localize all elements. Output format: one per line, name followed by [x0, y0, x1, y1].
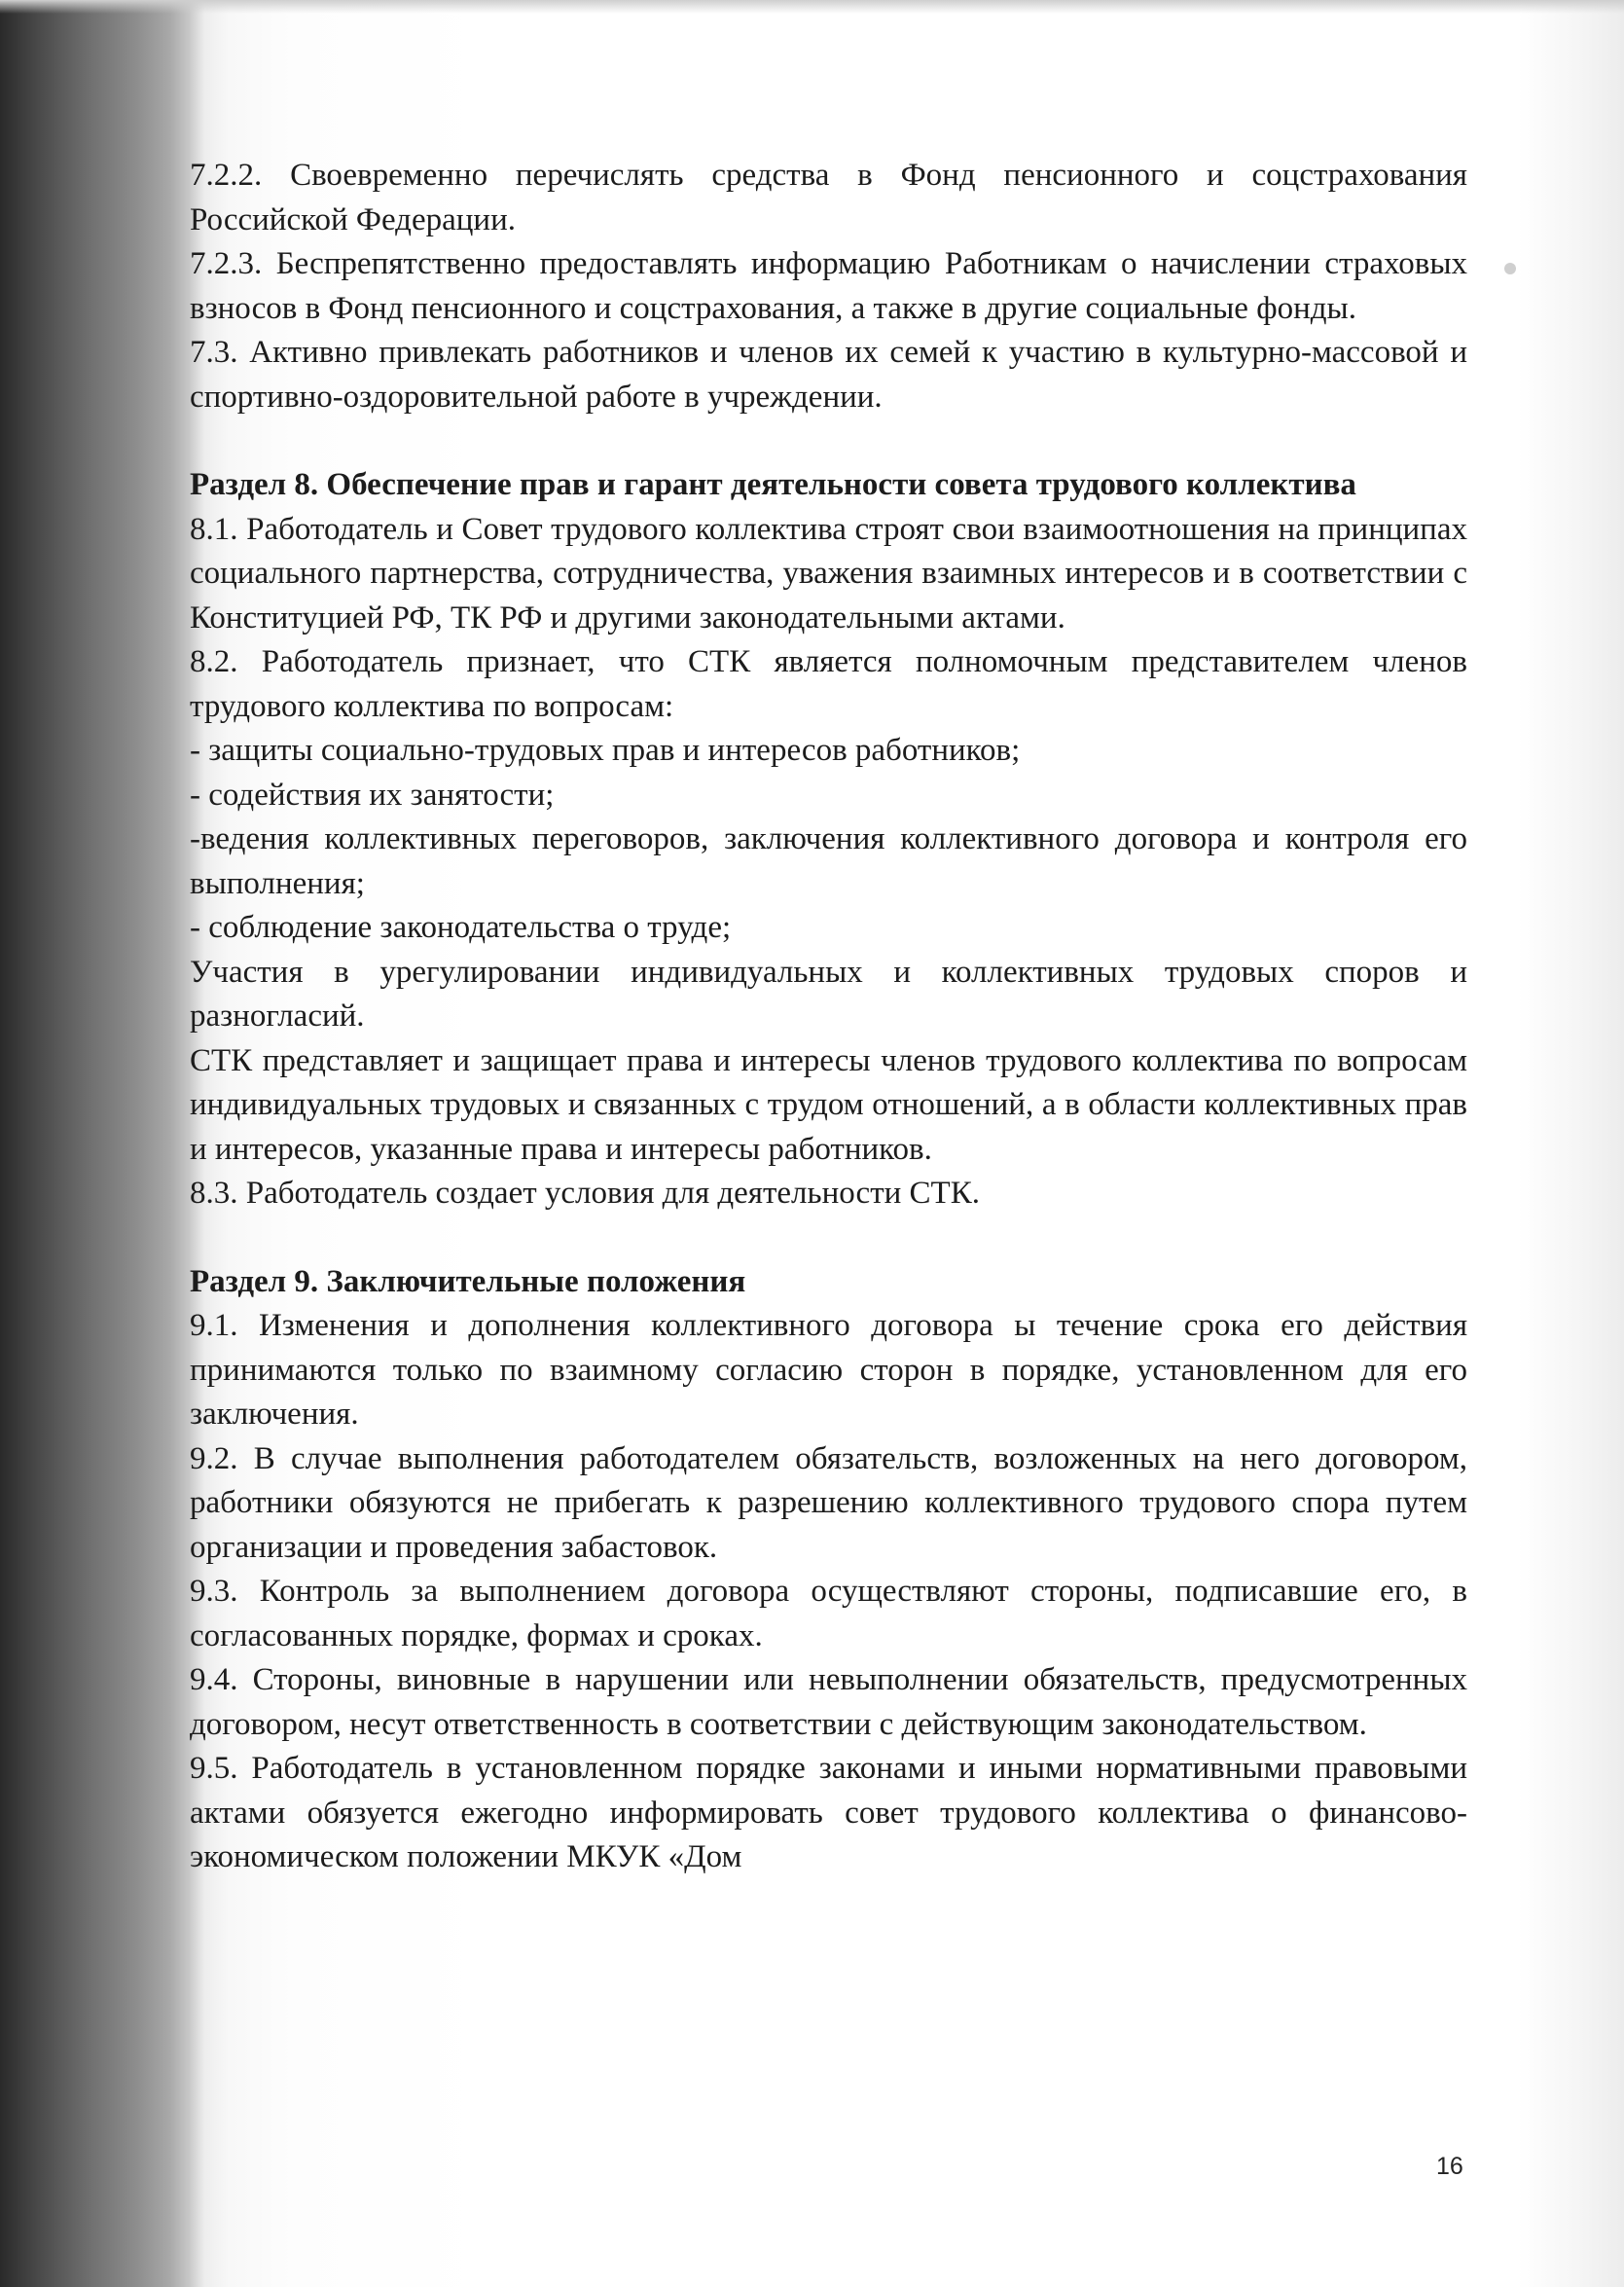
- paragraph-9-2: 9.2. В случае выполнения работодателем обязательств, возложенных на него договором, работники обязуются не прибегать к разрешению коллективного трудового спора путем организации и проведения забастовок.: [190, 1440, 1467, 1565]
- paragraph-8-3: 8.3. Работодатель создает условия для деятельности СТК.: [190, 1176, 980, 1211]
- scan-top-shadow: [0, 0, 1624, 14]
- section-9-heading: Раздел 9. Заключительные положения: [190, 1263, 746, 1299]
- section-8-heading: Раздел 8. Обеспечение прав и гарант деятельности совета трудового коллектива: [190, 467, 1356, 502]
- list-item-rights: - защиты социально-трудовых прав и интересов работников;: [190, 733, 1021, 768]
- paragraph-8-2: 8.2. Работодатель признает, что СТК является полномочным представителем членов трудового коллектива по вопросам:: [190, 644, 1467, 724]
- list-item-employment: - содействия их занятости;: [190, 777, 555, 813]
- paragraph-9-3: 9.3. Контроль за выполнением договора осуществляют стороны, подписавшие его, в согласованных порядке, формах и сроках.: [190, 1574, 1467, 1653]
- paragraph-stk-represents: СТК представляет и защищает права и интересы членов трудового коллектива по вопросам индивидуальных трудовых и связанных с трудом отношений, а в области коллективных прав и интересов, указанные права и интересы работников.: [190, 1042, 1467, 1167]
- paragraph-7-3: 7.3. Активно привлекать работников и членов их семей к участию в культурно-массовой и спортивно-оздоровительной работе в учреждении.: [190, 335, 1467, 415]
- paragraph-8-1: 8.1. Работодатель и Совет трудового коллектива строят свои взаимоотношения на принципах социального партнерства, сотрудничества, уважения взаимных интересов и в соответствии с Конституцией РФ, ТК РФ и другими законодательными актами.: [190, 511, 1467, 635]
- page-number: 16: [1436, 2153, 1463, 2180]
- paragraph-9-5: 9.5. Работодатель в установленном порядке законами и иными нормативными правовыми актами обязуется ежегодно информировать совет трудового коллектива о финансово-экономическом положении МКУК «Дом: [190, 1751, 1467, 1874]
- document-body: [190, 154, 1467, 1880]
- paragraph-9-1: 9.1. Изменения и дополнения коллективного договора ы течение срока его действия принимаются только по взаимному согласию сторон в порядке, установленном для его заключения.: [190, 1308, 1467, 1432]
- paragraph-7-2-3: 7.2.3. Беспрепятственно предоставлять информацию Работникам о начислении страховых взносов в Фонд пенсионного и соцстрахования, а также в другие социальные фонды.: [190, 246, 1467, 326]
- list-item-legislation: - соблюдение законодательства о труде;: [190, 910, 732, 945]
- spacer: [190, 419, 1467, 463]
- spacer: [190, 1216, 1467, 1260]
- paragraph-9-4: 9.4. Стороны, виновные в нарушении или невыполнении обязательств, предусмотренных договором, несут ответственность в соответствии с действующим законодательством.: [190, 1662, 1467, 1742]
- list-item-negotiations: -ведения коллективных переговоров, заключения коллективного договора и контроля его выполнения;: [190, 821, 1467, 901]
- paragraph-7-2-2: 7.2.2. Своевременно перечислять средства в Фонд пенсионного и соцстрахования Российской Федерации.: [190, 158, 1467, 237]
- paragraph-disputes: Участия в урегулировании индивидуальных и коллективных трудовых споров и разногласий.: [190, 954, 1467, 1034]
- scan-speck: [1504, 263, 1516, 274]
